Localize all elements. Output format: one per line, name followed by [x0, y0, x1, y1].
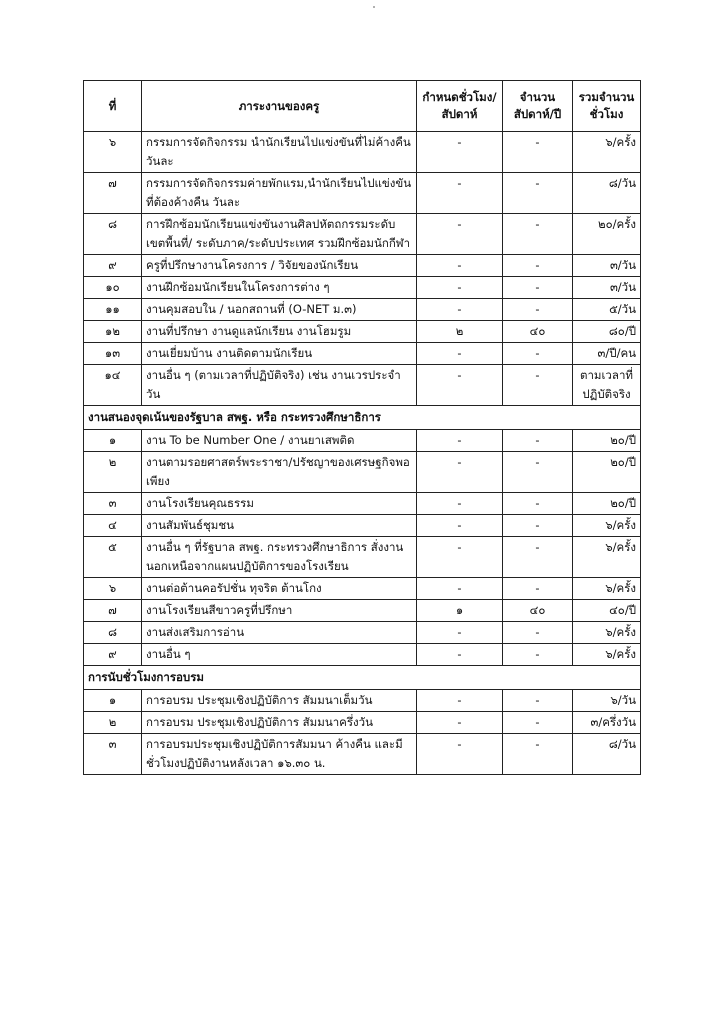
row-number: ๙ — [84, 644, 142, 666]
row-task: การอบรมประชุมเชิงปฏิบัติการสัมมนา ค้างคืน และมีชั่วโมงปฏิบัติงานหลังเวลา ๑๖.๓๐ น. — [142, 734, 417, 775]
row-number: ๑๑ — [84, 299, 142, 321]
row-weeks: - — [503, 622, 573, 644]
table-row — [84, 452, 641, 493]
row-hours: - — [417, 537, 503, 578]
table-row — [84, 537, 641, 578]
row-weeks: - — [503, 712, 573, 734]
table-row — [84, 321, 641, 343]
table-row — [84, 365, 641, 406]
row-task: กรรมการจัดกิจกรรม นำนักเรียนไปแข่งขันที่ไม่ค้างคืน วันละ — [142, 132, 417, 173]
table-row — [84, 430, 641, 452]
teacher-workload-table — [83, 80, 641, 775]
row-weeks: - — [503, 734, 573, 775]
row-weeks: ๔๐ — [503, 321, 573, 343]
row-total: ๖/ครั้ง — [573, 515, 641, 537]
row-hours: - — [417, 173, 503, 214]
row-hours: - — [417, 493, 503, 515]
row-hours: - — [417, 255, 503, 277]
table-row — [84, 493, 641, 515]
row-total: ๖/ครั้ง — [573, 132, 641, 173]
row-task: การอบรม ประชุมเชิงปฏิบัติการ สัมมนาครึ่งวัน — [142, 712, 417, 734]
row-number: ๓ — [84, 734, 142, 775]
row-hours: - — [417, 734, 503, 775]
header-row — [84, 81, 641, 132]
row-task: งานโรงเรียนสีขาวครูที่ปรึกษา — [142, 600, 417, 622]
row-number: ๘ — [84, 622, 142, 644]
row-task: งานตามรอยศาสตร์พระราชา/ปรัชญาของเศรษฐกิจพอเพียง — [142, 452, 417, 493]
row-hours: - — [417, 712, 503, 734]
row-hours: - — [417, 644, 503, 666]
section-heading-government-focus — [84, 406, 641, 430]
table-row — [84, 600, 641, 622]
header-no: ที่ — [84, 81, 142, 132]
header-task: ภาระงานของครู — [142, 81, 417, 132]
header-total: รวมจำนวนชั่วโมง — [573, 81, 641, 132]
row-total: ๓/ปี/คน — [573, 343, 641, 365]
row-total: ๓/ครึ่งวัน — [573, 712, 641, 734]
row-task: งานสัมพันธ์ชุมชน — [142, 515, 417, 537]
row-total: ๖/ครั้ง — [573, 622, 641, 644]
row-hours: ๑ — [417, 600, 503, 622]
table-row — [84, 132, 641, 173]
row-task: การฝึกซ้อมนักเรียนแข่งขันงานศิลปหัตถกรรมระดับเขตพื้นที่/ ระดับภาค/ระดับประเทศ รวมฝึกซ้อมนักกีฬา — [142, 214, 417, 255]
row-total: ๘/วัน — [573, 173, 641, 214]
row-total: ๖/ครั้ง — [573, 537, 641, 578]
row-weeks: - — [503, 690, 573, 712]
row-weeks: - — [503, 299, 573, 321]
row-weeks: - — [503, 515, 573, 537]
row-number: ๑๔ — [84, 365, 142, 406]
row-hours: - — [417, 214, 503, 255]
row-weeks: - — [503, 452, 573, 493]
row-number: ๘ — [84, 214, 142, 255]
row-total: ตามเวลาที่ปฏิบัติจริง — [573, 365, 641, 406]
row-number: ๑๓ — [84, 343, 142, 365]
row-number: ๑ — [84, 430, 142, 452]
row-task: งานเยี่ยมบ้าน งานติดตามนักเรียน — [142, 343, 417, 365]
table-row — [84, 343, 641, 365]
row-hours: - — [417, 622, 503, 644]
row-number: ๒ — [84, 712, 142, 734]
row-weeks: - — [503, 578, 573, 600]
row-total: ๘/วัน — [573, 734, 641, 775]
row-total: ๓/วัน — [573, 277, 641, 299]
row-weeks: - — [503, 430, 573, 452]
row-number: ๑๐ — [84, 277, 142, 299]
row-weeks: - — [503, 173, 573, 214]
row-number: ๗ — [84, 600, 142, 622]
row-task: ครูที่ปรึกษางานโครงการ / วิจัยของนักเรียน — [142, 255, 417, 277]
table-row — [84, 734, 641, 775]
table-row — [84, 214, 641, 255]
row-hours: - — [417, 690, 503, 712]
row-total: ๕/วัน — [573, 299, 641, 321]
row-task: งานคุมสอบใน / นอกสถานที่ (O-NET ม.๓) — [142, 299, 417, 321]
table-row — [84, 277, 641, 299]
scan-speck — [373, 6, 375, 8]
row-number: ๔ — [84, 515, 142, 537]
row-total: ๖/ครั้ง — [573, 644, 641, 666]
row-total: ๒๐/ปี — [573, 430, 641, 452]
header-weeks: จำนวนสัปดาห์/ปี — [503, 81, 573, 132]
row-task: งานอื่น ๆ (ตามเวลาที่ปฏิบัติจริง) เช่น งานเวรประจำวัน — [142, 365, 417, 406]
row-task: งานฝึกซ้อมนักเรียนในโครงการต่าง ๆ — [142, 277, 417, 299]
row-task: งานอื่น ๆ ที่รัฐบาล สพฐ. กระทรวงศึกษาธิการ สั่งงานนอกเหนือจากแผนปฏิบัติการของโรงเรียน — [142, 537, 417, 578]
table-row — [84, 173, 641, 214]
row-task: งานที่ปรึกษา งานดูแลนักเรียน งานโฮมรูม — [142, 321, 417, 343]
row-number: ๗ — [84, 173, 142, 214]
row-weeks: - — [503, 493, 573, 515]
section-heading-training-hours — [84, 666, 641, 690]
row-number: ๕ — [84, 537, 142, 578]
row-hours: - — [417, 343, 503, 365]
row-task: งาน To be Number One / งานยาเสพติด — [142, 430, 417, 452]
row-number: ๖ — [84, 132, 142, 173]
row-number: ๓ — [84, 493, 142, 515]
header-hours: กำหนดชั่วโมง/สัปดาห์ — [417, 81, 503, 132]
row-hours: - — [417, 430, 503, 452]
row-hours: - — [417, 365, 503, 406]
row-hours: - — [417, 132, 503, 173]
table-row — [84, 690, 641, 712]
table-row — [84, 712, 641, 734]
row-task: งานต่อต้านคอรัปชั่น ทุจริต ต้านโกง — [142, 578, 417, 600]
row-hours: - — [417, 277, 503, 299]
section-title: การนับชั่วโมงการอบรม — [84, 666, 641, 690]
row-weeks: - — [503, 214, 573, 255]
row-weeks: - — [503, 644, 573, 666]
row-hours: ๒ — [417, 321, 503, 343]
row-task: กรรมการจัดกิจกรรมค่ายพักแรม,นำนักเรียนไปแข่งขันที่ต้องค้างคืน วันละ — [142, 173, 417, 214]
row-total: ๒๐/ครั้ง — [573, 214, 641, 255]
row-task: การอบรม ประชุมเชิงปฏิบัติการ สัมมนาเต็มวัน — [142, 690, 417, 712]
row-task: งานโรงเรียนคุณธรรม — [142, 493, 417, 515]
row-total: ๔๐/ปี — [573, 600, 641, 622]
table-row — [84, 644, 641, 666]
row-task: งานอื่น ๆ — [142, 644, 417, 666]
row-total: ๒๐/ปี — [573, 452, 641, 493]
row-weeks: - — [503, 255, 573, 277]
row-number: ๒ — [84, 452, 142, 493]
row-total: ๖/วัน — [573, 690, 641, 712]
row-hours: - — [417, 452, 503, 493]
row-total: ๘๐/ปี — [573, 321, 641, 343]
row-number: ๙ — [84, 255, 142, 277]
row-number: ๑ — [84, 690, 142, 712]
table-row — [84, 578, 641, 600]
table-row — [84, 515, 641, 537]
row-total: ๓/วัน — [573, 255, 641, 277]
row-total: ๖/ครั้ง — [573, 578, 641, 600]
row-number: ๑๒ — [84, 321, 142, 343]
row-hours: - — [417, 578, 503, 600]
row-weeks: - — [503, 277, 573, 299]
row-task: งานส่งเสริมการอ่าน — [142, 622, 417, 644]
table-row — [84, 255, 641, 277]
row-number: ๖ — [84, 578, 142, 600]
table-row — [84, 622, 641, 644]
section-title: งานสนองจุดเน้นของรัฐบาล สพฐ. หรือ กระทรวงศึกษาธิการ — [84, 406, 641, 430]
row-hours: - — [417, 299, 503, 321]
row-weeks: - — [503, 343, 573, 365]
row-weeks: ๔๐ — [503, 600, 573, 622]
row-total: ๒๐/ปี — [573, 493, 641, 515]
table-row — [84, 299, 641, 321]
row-weeks: - — [503, 537, 573, 578]
row-hours: - — [417, 515, 503, 537]
row-weeks: - — [503, 132, 573, 173]
row-weeks: - — [503, 365, 573, 406]
